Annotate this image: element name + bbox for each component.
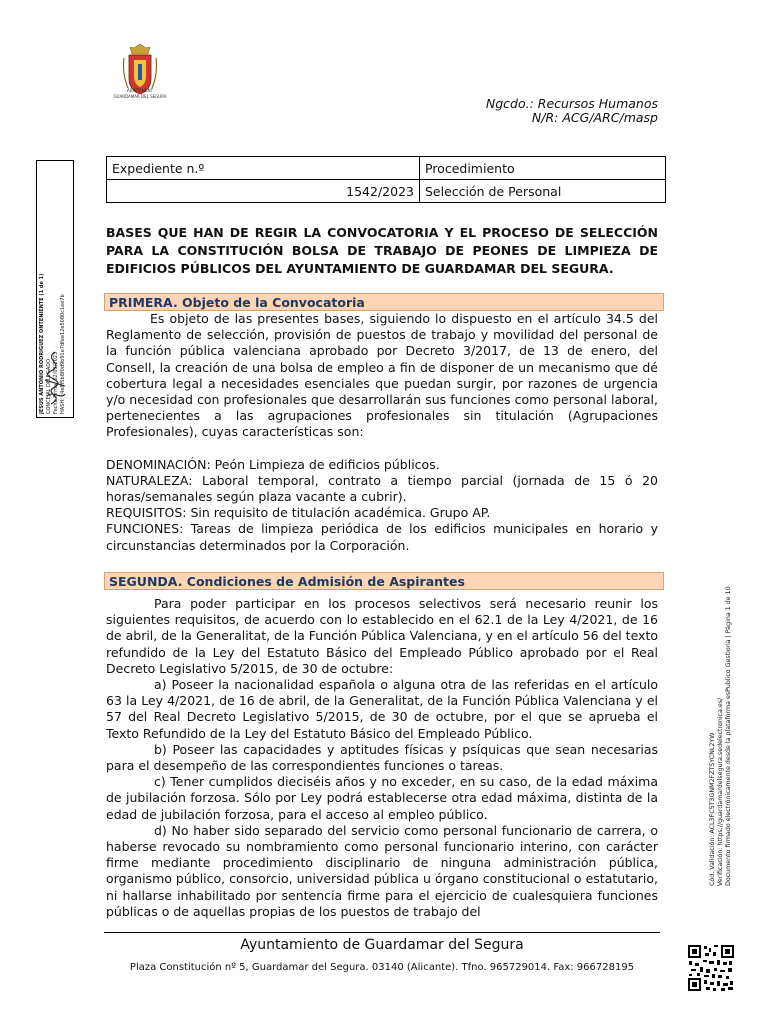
footer-divider bbox=[104, 932, 660, 933]
validation-code: Cód. Validación: ACL3FC5T3GNM2FZTSYCNL2YW bbox=[709, 732, 716, 886]
paragraph: Es objeto de las presentes bases, siguiendo lo dispuesto en el artículo 34.5 del Reglamento de selección, provisión de puestos de trabajo y movilidad del personal de la función pública valenciana aprobado por Decreto 3/2017, de 13 de enero, del Consell, la creación de una bolsa de empleo a fin de disponer de un mecanismo que dé cobertura legal a necesidades esenciales que puedan surgir, por razones de urgencia y/o necesidad con profesionales que desarrollarán sus funciones como personal laboral, pertenecientes a las agrupaciones profesionales sin titulación (Agrupaciones Profesionales), cuyas características son: bbox=[106, 311, 658, 440]
section-heading-primera: PRIMERA. Objeto de la Convocatoria bbox=[104, 293, 664, 311]
funciones-line: FUNCIONES: Tareas de limpieza periódica de los edificios municipales en horario y circunstancias determinados por la Corporación. bbox=[106, 521, 658, 553]
section-primera-body bbox=[106, 311, 658, 554]
requirement-c: c) Tener cumplidos dieciséis años y no exceder, en su caso, de la edad máxima de jubilación forzosa. Sólo por Ley podrá establecerse otra edad máxima, distinta de la edad de jubilación forzosa, para el acceso al empleo público. bbox=[106, 774, 658, 822]
naturaleza-line: NATURALEZA: Laboral temporal, contrato a tiempo parcial (jornada de 15 ó 20 horas/semanales según plaza vacante a cubrir). bbox=[106, 472, 658, 505]
expediente-label: Expediente n.º bbox=[107, 157, 420, 180]
paragraph: Para poder participar en los procesos selectivos será necesario reunir los siguientes requisitos, de acuerdo con lo establecido en el 62.1 de la Ley 4/2021, de 16 de abril, de la Generalitat, de la Función Pública Valenciana, y en el artículo 56 del texto refundido de la Ley del Estatuto Básico del Empleado Público aprobado por el Real Decreto Legislativo 5/2015, de 30 de octubre: bbox=[106, 596, 658, 676]
signature-date: Fecha Firma: 02/03/2023 bbox=[53, 351, 59, 414]
footer-institution: Ayuntamiento de Guardamar del Segura bbox=[240, 937, 524, 953]
requirement-b: b) Poseer las capacidades y aptitudes físicas y psíquicas que sean necesarias para el desempeño de las correspondientes funciones o tareas. bbox=[106, 741, 658, 774]
verification-url[interactable]: Verificación: https://guardamardelsegura.sedelectronica.es/ bbox=[717, 697, 724, 886]
document-title: BASES QUE HAN DE REGIR LA CONVOCATORIA Y EL PROCESO DE SELECCIÓN PARA LA CONSTITUCIÓN BOLSA DE TRABAJO DE PEONES DE LIMPIEZA DE EDIFICIOS PÚBLICOS DEL AYUNTAMIENTO DE GUARDAMAR DEL SEGURA. bbox=[106, 225, 658, 276]
requisitos-line: REQUISITOS: Sin requisito de titulación académica. Grupo AP. bbox=[106, 505, 491, 521]
section-segunda-body bbox=[106, 596, 658, 920]
qr-code-icon bbox=[687, 944, 735, 992]
crest-caption-1: AJUNTAMENT bbox=[126, 88, 154, 93]
procedimiento-value: Selección de Personal bbox=[420, 180, 666, 203]
expediente-number: 1542/2023 bbox=[107, 180, 420, 203]
signer-role: CONCEJAL DELEGADO bbox=[46, 358, 52, 414]
requirement-a: a) Poseer la nacionalidad española o alguna otra de las referidas en el artículo 63 la Ley 4/2021, de 16 de abril, de la Generalitat, de la Función Pública Valenciana y el 57 del Real Decreto Legislativo 5/2015, de 30 de octubre, por el que se aprueba el Texto Refundido de la Ley del Estatuto Básico del Empleado Público. bbox=[106, 677, 658, 741]
section-heading-segunda: SEGUNDA. Condiciones de Admisión de Aspirantes bbox=[104, 572, 664, 590]
reference: N/R: ACG/ARC/masp bbox=[531, 110, 658, 125]
expediente-table bbox=[106, 156, 666, 203]
signature-hash: HASH: c4e8f5b8f0d9b91e7dfee12e5080c1ee7b bbox=[60, 294, 66, 414]
footer-address: Plaza Constitución nº 5, Guardamar del Segura. 03140 (Alicante). Tfno. 965729014. Fax: 966728195 bbox=[129, 962, 635, 973]
document-signed-note: Documento firmado electrónicamente desde la plataforma esPublico Gestiona | Página 1 de 10 bbox=[725, 586, 732, 886]
procedimiento-label: Procedimiento bbox=[420, 157, 666, 180]
requirement-d: d) No haber sido separado del servicio como personal funcionario de carrera, o haberse revocado su nombramiento como personal funcionario interino, con carácter firme mediante procedimiento disciplinario de ninguna administración pública, organismo público, consorcio, universidad pública u órgano constitucional o estatutario, ni hallarse inhabilitado por sentencia firme para el ejercicio de cualesquiera funciones públicas o de aquellas propias de los puestos de trabajo del bbox=[106, 822, 658, 919]
crest-caption-2: GUARDAMAR DEL SEGURA bbox=[113, 94, 167, 99]
signer-name: JESUS ANTONIO RODRIGUEZ ONTENIENTE (1 de 1) bbox=[39, 273, 45, 414]
denominacion-line: DENOMINACIÓN: Peón Limpieza de edificios públicos. bbox=[106, 456, 440, 472]
negociado: Ngcdo.: Recursos Humanos bbox=[485, 96, 658, 111]
